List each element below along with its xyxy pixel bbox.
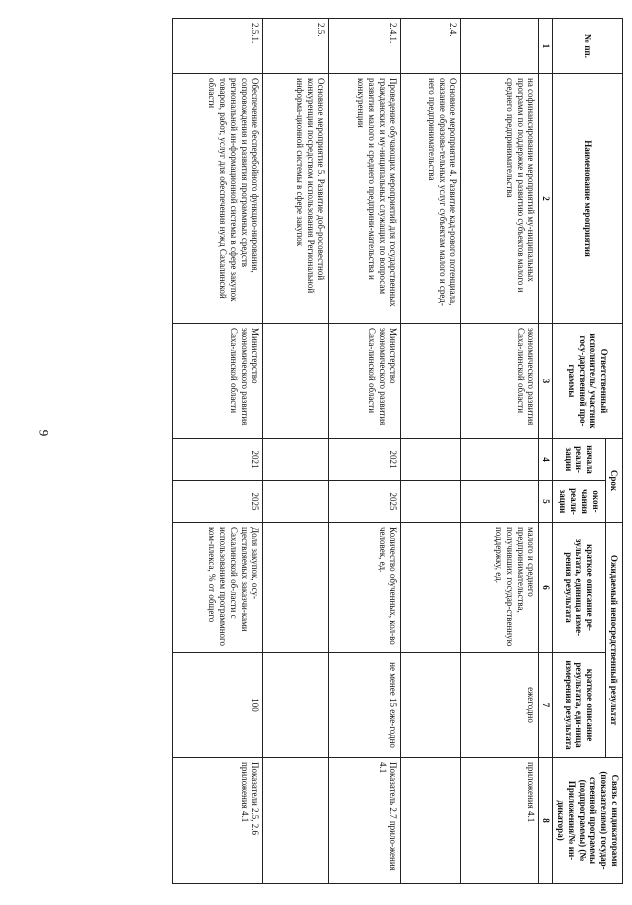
- row-end: 2025: [329, 481, 401, 523]
- row-num: 2.4.1.: [329, 19, 401, 74]
- row-responsible: [263, 324, 329, 439]
- row-end: [461, 481, 539, 523]
- colnum: 8: [539, 758, 553, 884]
- row-name: Основное мероприятие 4. Развитие кад-рового потенциала, оказание образова-тельных услуг субъектам малого и сред-него предпринимательства: [401, 74, 461, 324]
- header-srok: Срок: [605, 439, 622, 523]
- row-responsible: [401, 324, 461, 439]
- activities-table: [172, 18, 623, 884]
- table-row: [401, 19, 461, 884]
- colnum: 6: [539, 523, 553, 653]
- row-result-2: 100: [173, 653, 263, 758]
- row-result: Доля закупок, осу-ществляемых заказчи-ками Сахалинской об-ласти с использованием программного ком-плекса, % от общего: [173, 523, 263, 653]
- row-name: Обеспечение бесперебойного функцио-нирования, сопровождения и развития программных средств региональной ин-формационной системы в сфере закупок товаров, работ, услуг для обеспечения нужд Сахалинской области: [173, 74, 263, 324]
- row-start: 2021: [329, 439, 401, 481]
- colnum: 3: [539, 324, 553, 439]
- header-result-desc-2: краткое описание результата, еди-ница измерения результата: [553, 653, 606, 758]
- colnum: 7: [539, 653, 553, 758]
- row-responsible: Министерство экономического развития Саха-линской области: [329, 324, 401, 439]
- row-name: Проведение обучающих мероприятий для государственных гражданских и му-ниципальных служащих по вопросам развития малого и среднего предприни-мательства и конкуренции: [329, 74, 401, 324]
- row-start: 2021: [173, 439, 263, 481]
- row-num: 2.4.: [401, 19, 461, 74]
- row-num: 2.5.1.: [173, 19, 263, 74]
- header-name: Наименование мероприятия: [553, 74, 623, 324]
- colnum: 1: [539, 19, 553, 74]
- row-result: [263, 523, 329, 653]
- column-number-row: [539, 19, 553, 884]
- row-result-2: ежегодно: [461, 653, 539, 758]
- row-link: [401, 758, 461, 884]
- row-result-2: не менее 15 еже-годно: [329, 653, 401, 758]
- row-result-2: [263, 653, 329, 758]
- row-link: [263, 758, 329, 884]
- colnum: 5: [539, 481, 553, 523]
- header-responsible: Ответственный исполнитель/ участник госу-дарственной про-граммы: [553, 324, 623, 439]
- header-link: Связь с индикаторами (показателями) государ-ственной программы (подпрограммы) (№ Приложения/№ ин-дикатора): [553, 758, 623, 884]
- row-link: Показатели 2.5, 2.6 приложения 4.1: [173, 758, 263, 884]
- row-responsible: экономического развития Саха-линской области: [461, 324, 539, 439]
- row-start: [461, 439, 539, 481]
- row-result: [401, 523, 461, 653]
- row-link: Показатель 2.7 прило-жения 4.1: [329, 758, 401, 884]
- row-name: Основное мероприятие 5. Развитие доб-росовестной конкуренции посредством использования Региональной информа-ционной системы в сфере закупок: [263, 74, 329, 324]
- table-row: [173, 19, 263, 884]
- page-number: 9: [36, 429, 52, 437]
- header-result: Ожидаемый непосредственный результат: [605, 523, 622, 758]
- header-result-desc-1: краткое описание ре-зультата, единица изме-рения результата: [553, 523, 606, 653]
- header-start: начала реали-зации: [553, 439, 606, 481]
- row-result-2: [401, 653, 461, 758]
- row-start: [401, 439, 461, 481]
- table-row: [329, 19, 401, 884]
- row-end: [401, 481, 461, 523]
- header-end: окон-чания реали-зации: [553, 481, 606, 523]
- row-result: малого и среднего предпринимательства, получивших государ-ственную поддержку, ед.: [461, 523, 539, 653]
- table-row: [461, 19, 539, 884]
- row-num: 2.5.: [263, 19, 329, 74]
- row-result: Количество обученных, кол-во человек, ед.: [329, 523, 401, 653]
- row-end: 2025: [173, 481, 263, 523]
- row-end: [263, 481, 329, 523]
- colnum: 2: [539, 74, 553, 324]
- row-link: приложения 4.1: [461, 758, 539, 884]
- rotated-table-container: [93, 18, 623, 883]
- row-num: [461, 19, 539, 74]
- row-start: [263, 439, 329, 481]
- colnum: 4: [539, 439, 553, 481]
- row-responsible: Министерство экономического развития Саха-линской области: [173, 324, 263, 439]
- row-name: на софинансирование мероприятий му-ниципальных программ по поддержке и развитию субъектов малого и среднего предпринимательства: [461, 74, 539, 324]
- header-num: № пп.: [553, 19, 623, 74]
- table-row: [263, 19, 329, 884]
